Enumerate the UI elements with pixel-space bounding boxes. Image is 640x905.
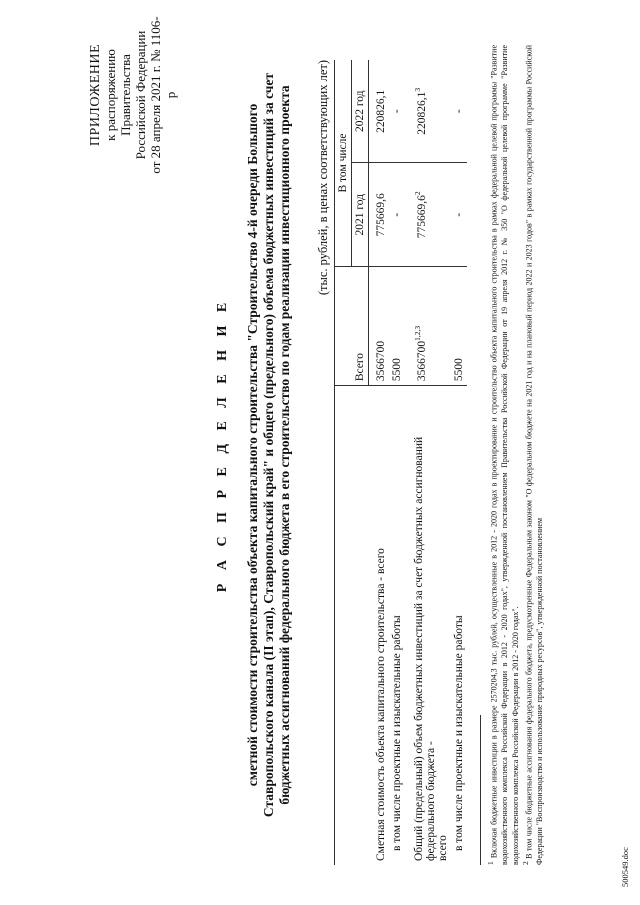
header-total: Всего bbox=[335, 267, 369, 386]
row-2021: - bbox=[451, 163, 467, 267]
footnote-text: В том числе бюджетные ассигнования федерального бюджета, предусмотренные Федеральным законом "О федеральном бюджете на 2021 год и на плановый период 2022 и 2023 годов" в рамках государственной программы Российской Федерации "Воспроизводство и использование природных ресурсов", утвержденной постановлением bbox=[524, 45, 545, 865]
row-total bbox=[405, 267, 451, 386]
table-row bbox=[369, 60, 390, 865]
row-2021 bbox=[405, 163, 451, 267]
footnote-ref: 2 bbox=[413, 191, 422, 196]
row-2022: 220826,1 bbox=[369, 60, 390, 163]
header-year-2022: 2022 год bbox=[352, 60, 369, 163]
header-group: В том числе bbox=[335, 60, 352, 267]
document-heading bbox=[215, 65, 293, 825]
row-total: 5500 bbox=[389, 267, 405, 386]
row-total: 5500 bbox=[451, 267, 467, 386]
appendix-title: ПРИЛОЖЕНИЕ bbox=[88, 43, 103, 147]
units-note: (тыс. рублей, в ценах соответствующих лет) bbox=[316, 60, 330, 296]
row-name-part-b: всего bbox=[437, 835, 449, 861]
heading-line-2: Ставропольского канала (II этап), Ставропольский край" и общего (предельного) объема бюджетных инвестиций за счет bbox=[261, 72, 276, 818]
table-header-row bbox=[335, 60, 352, 865]
row-2021: - bbox=[389, 163, 405, 267]
footnote-mark: 1 bbox=[486, 861, 495, 865]
footnote-1 bbox=[486, 45, 521, 865]
table-row bbox=[405, 60, 451, 865]
header-year-2021: 2021 год bbox=[352, 163, 369, 267]
doc-id: 500549.doc bbox=[620, 847, 630, 887]
row-name: в том числе проектные и изыскательные работы bbox=[453, 615, 465, 851]
appendix-line-3: от 28 апреля 2021 г. № 1106-р bbox=[148, 16, 178, 174]
row-2022: - bbox=[389, 60, 405, 163]
row-2021-value: 775669,6 bbox=[415, 195, 428, 239]
table-row bbox=[389, 60, 405, 865]
heading-line-3: бюджетных ассигнований федерального бюджета в его строительство по годам реализации инвестиционного проекта bbox=[277, 85, 292, 805]
row-2022-value: 220826,1 bbox=[415, 91, 428, 135]
row-name bbox=[405, 386, 451, 865]
footnote-mark: 2 bbox=[521, 861, 531, 865]
footnote-text: Включая бюджетные инвестиции в размере 2570204,3 тыс. рублей, осуществленные в 2012 - 2020 годах в проектирование и строительство объекта капитального строительства в рамках федеральной целевой программы "Развитие водохозяйственного комплекса Российской Федерации в 2012 - 2020 годах", утвержденной постановлением Правительства Российской Федерации от 19 апреля 2012 г. № 350 "О федеральной целевой программе "Развитие водохозяйственного комплекса Российской Федерации в 2012 - 2020 годах". bbox=[489, 44, 520, 865]
row-2022: - bbox=[451, 60, 467, 163]
footnote-divider bbox=[480, 715, 481, 865]
table-row bbox=[451, 60, 467, 865]
footnote-ref: 1,2,3 bbox=[413, 325, 422, 341]
row-name: Сметная стоимость объекта капитального строительства - всего bbox=[374, 548, 387, 861]
distribution-table bbox=[334, 60, 467, 865]
row-2021: 775669,6 bbox=[369, 163, 390, 267]
row-2022 bbox=[405, 60, 451, 163]
heading-line-1: сметной стоимости строительства объекта капитального строительства "Строительство 4-й очереди Большого bbox=[245, 103, 260, 787]
row-total: 3566700 bbox=[369, 267, 390, 386]
appendix-line-2: Российской Федерации bbox=[133, 30, 148, 160]
header-blank bbox=[335, 386, 369, 865]
row-name-part-a: Общий (предельный) объем бюджетных инвестиций за счет бюджетных ассигнований федерального бюджета - bbox=[413, 436, 437, 861]
row-total-value: 3566700 bbox=[415, 340, 428, 382]
appendix-line-1: к распоряжению Правительства bbox=[103, 49, 133, 141]
footnotes bbox=[486, 45, 546, 865]
appendix-block bbox=[88, 15, 178, 175]
heading-title: Р А С П Р Е Д Е Л Е Н И Е bbox=[215, 297, 230, 593]
footnote-ref: 3 bbox=[413, 87, 422, 92]
footnote-2 bbox=[521, 45, 546, 865]
row-name: в том числе проектные и изыскательные работы bbox=[391, 615, 403, 851]
